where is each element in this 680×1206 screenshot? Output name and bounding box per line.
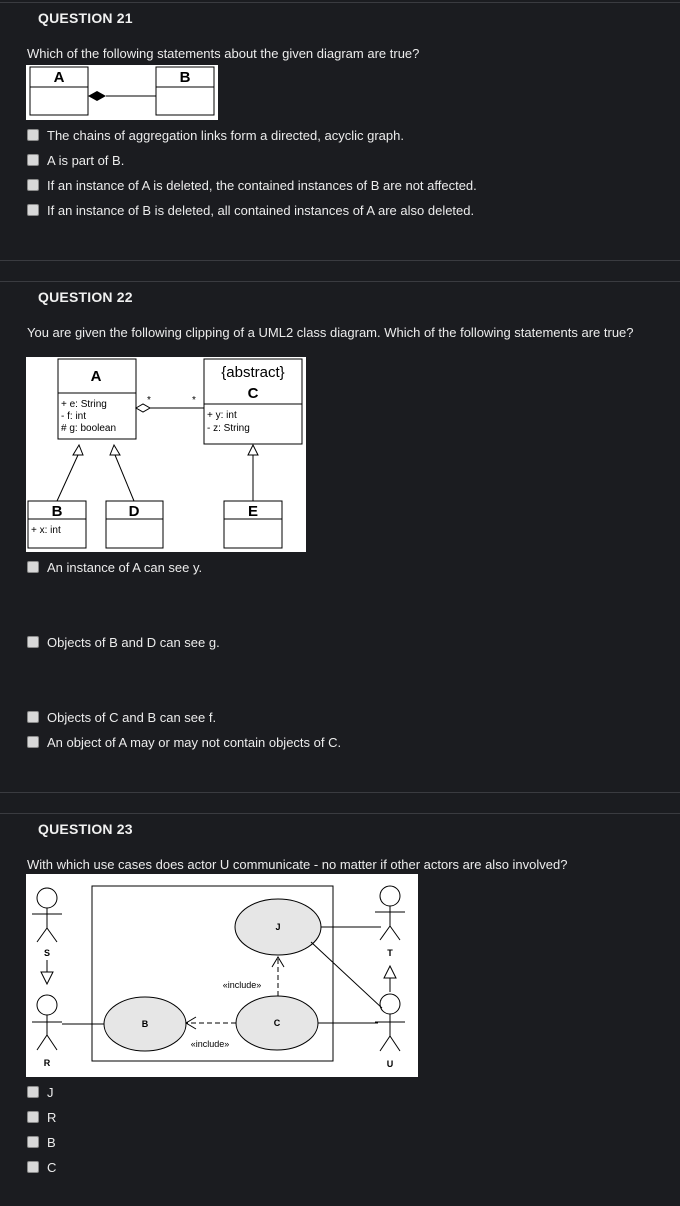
question-23-prompt: With which use cases does actor U communicate - no matter if other actors are also involved? — [27, 857, 568, 872]
q22-multiplicity-c: * — [192, 395, 196, 406]
option-label: An object of A may or may not contain objects of C. — [47, 734, 342, 750]
q22-option-2[interactable] — [27, 633, 220, 651]
checkbox[interactable] — [27, 154, 39, 166]
checkbox[interactable] — [27, 711, 39, 723]
divider — [0, 260, 680, 261]
q21-option-2[interactable] — [27, 151, 124, 169]
q21-class-a-label: A — [53, 69, 65, 86]
q22-class-c-label: C — [247, 385, 259, 402]
question-21-title: QUESTION 21 — [38, 10, 133, 26]
q21-option-4[interactable] — [27, 201, 474, 219]
option-label: An instance of A can see y. — [47, 559, 203, 575]
q22-option-4[interactable] — [27, 733, 341, 751]
checkbox[interactable] — [27, 1161, 39, 1173]
option-label: A is part of B. — [47, 152, 125, 168]
q22-option-3[interactable] — [27, 708, 216, 726]
option-label: C — [47, 1159, 57, 1175]
question-23-title: QUESTION 23 — [38, 821, 133, 837]
option-label: J — [47, 1084, 54, 1100]
question-22-prompt: You are given the following clipping of a UML2 class diagram. Which of the following statements are true? — [27, 325, 634, 340]
q23-actor-r — [32, 995, 62, 1050]
q23-actor-t — [375, 886, 405, 940]
checkbox[interactable] — [27, 1136, 39, 1148]
divider — [0, 281, 680, 282]
q22-class-d-label: D — [128, 503, 140, 520]
checkbox[interactable] — [27, 1111, 39, 1123]
top-divider — [0, 2, 680, 3]
q23-actor-r-label: R — [43, 1058, 51, 1068]
q23-usecase-j-label: J — [275, 922, 281, 932]
q23-actor-s — [32, 888, 62, 942]
q23-actor-t-label: T — [387, 948, 393, 958]
question-22-title: QUESTION 22 — [38, 289, 133, 305]
q22-diagram — [26, 357, 306, 552]
q22-b-attr: + x: int — [31, 525, 61, 536]
q22-c-attr: - z: String — [207, 423, 250, 434]
q22-class-b-label: B — [51, 503, 63, 520]
checkbox[interactable] — [27, 129, 39, 141]
q22-abstract-label: {abstract} — [221, 364, 285, 381]
question-21-prompt: Which of the following statements about the given diagram are true? — [27, 46, 420, 61]
q22-class-a-label: A — [90, 368, 102, 385]
q22-multiplicity-a: * — [147, 395, 151, 406]
q23-actor-u — [375, 994, 405, 1051]
q22-option-1[interactable] — [27, 558, 202, 576]
checkbox[interactable] — [27, 204, 39, 216]
q21-option-3[interactable] — [27, 176, 477, 194]
q23-actor-s-label: S — [43, 948, 51, 958]
checkbox[interactable] — [27, 636, 39, 648]
q23-option-2[interactable] — [27, 1108, 56, 1126]
q23-option-3[interactable] — [27, 1133, 56, 1151]
option-label: Objects of B and D can see g. — [47, 634, 220, 650]
q21-class-b-body — [156, 87, 214, 115]
q21-composition-diamond — [88, 91, 106, 101]
option-label: B — [47, 1134, 56, 1150]
divider — [0, 792, 680, 793]
q22-a-attr: + e: String — [61, 399, 107, 410]
q23-include-label: «include» — [190, 1039, 230, 1049]
divider — [0, 813, 680, 814]
q21-option-1[interactable] — [27, 126, 404, 144]
checkbox[interactable] — [27, 179, 39, 191]
q23-actor-u-label: U — [386, 1059, 394, 1069]
checkbox[interactable] — [27, 1086, 39, 1098]
option-label: The chains of aggregation links form a directed, acyclic graph. — [47, 127, 404, 143]
q22-a-attr: # g: boolean — [61, 423, 117, 434]
q23-diagram — [26, 874, 418, 1077]
q23-usecase-b-label: B — [141, 1019, 149, 1029]
option-label: If an instance of B is deleted, all contained instances of A are also deleted. — [47, 202, 475, 218]
option-label: R — [47, 1109, 57, 1125]
checkbox[interactable] — [27, 736, 39, 748]
option-label: Objects of C and B can see f. — [47, 709, 217, 725]
q23-usecase-c-label: C — [273, 1018, 281, 1028]
option-label: If an instance of A is deleted, the contained instances of B are not affected. — [47, 177, 477, 193]
q21-class-b-label: B — [179, 69, 191, 86]
checkbox[interactable] — [27, 561, 39, 573]
q23-option-1[interactable] — [27, 1083, 54, 1101]
q22-a-attr: - f: int — [61, 411, 87, 422]
q21-class-a-body — [30, 87, 88, 115]
q23-option-4[interactable] — [27, 1158, 56, 1176]
q22-class-e-label: E — [247, 503, 259, 520]
q21-diagram — [26, 65, 218, 120]
q22-c-attr: + y: int — [207, 410, 237, 421]
q23-include-label: «include» — [222, 980, 262, 990]
